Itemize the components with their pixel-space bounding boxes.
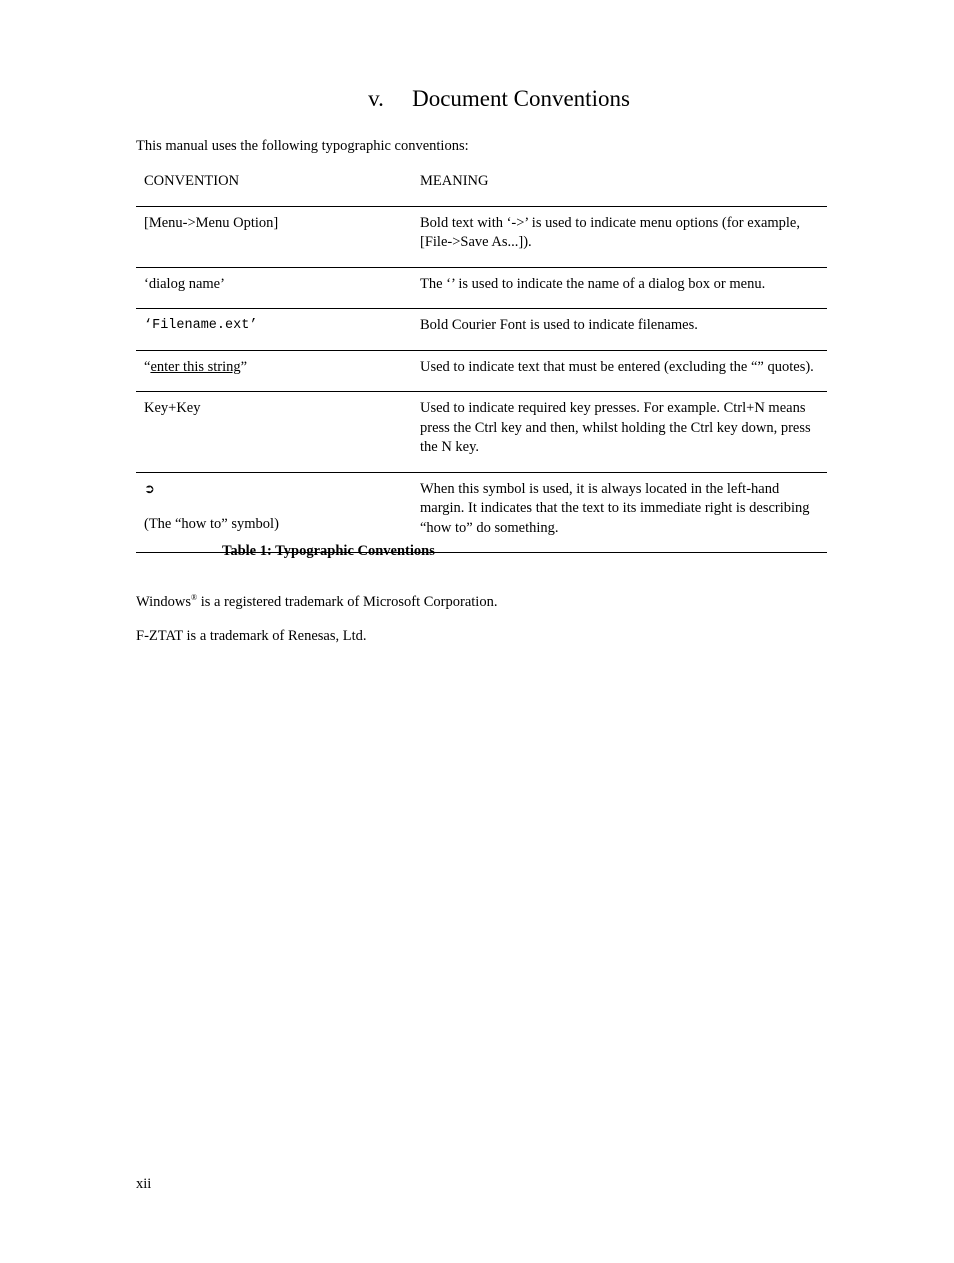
page-title — [0, 84, 954, 114]
section-title: Document Conventions — [412, 86, 630, 111]
column-header-meaning: MEANING — [412, 164, 827, 206]
open-quote: “ — [144, 358, 151, 375]
table-row — [136, 392, 827, 473]
convention-cell — [136, 350, 412, 392]
meaning-cell: Used to indicate text that must be entered (excluding the “” quotes). — [412, 350, 827, 392]
section-number: v. — [368, 86, 384, 111]
registered-mark: ® — [191, 593, 198, 602]
underlined-string: enter this string — [150, 358, 241, 375]
page-number: xii — [136, 1176, 152, 1192]
table-header-row — [136, 164, 827, 206]
windows-trademark-text: is a registered trademark of Microsoft Corporation. — [197, 594, 498, 610]
table-row — [136, 350, 827, 392]
meaning-cell: Used to indicate required key presses. For example. Ctrl+N means press the Ctrl key and then, whilst holding the Ctrl key down, press the N key. — [412, 392, 827, 473]
windows-trademark — [136, 593, 497, 611]
table-row — [136, 206, 827, 267]
convention-cell — [136, 472, 412, 553]
how-to-arrow-icon: ➲ — [144, 481, 155, 497]
table-row — [136, 309, 827, 351]
meaning-cell: Bold Courier Font is used to indicate filenames. — [412, 309, 827, 351]
conventions-table — [136, 164, 827, 553]
convention-cell: Key+Key — [136, 392, 412, 473]
convention-cell: ‘dialog name’ — [136, 267, 412, 309]
table-row — [136, 267, 827, 309]
close-quote: ” — [240, 358, 248, 375]
fztat-trademark: F-ZTAT is a trademark of Renesas, Ltd. — [136, 628, 367, 644]
meaning-cell: Bold text with ‘->’ is used to indicate menu options (for example, [File->Save As...]). — [412, 206, 827, 267]
symbol-caption: (The “how to” symbol) — [144, 515, 279, 532]
table-row — [136, 472, 827, 553]
column-header-convention: CONVENTION — [136, 164, 412, 206]
windows-name: Windows — [136, 594, 191, 610]
table-caption: Table 1: Typographic Conventions — [222, 543, 435, 559]
intro-text: This manual uses the following typographic conventions: — [136, 138, 469, 154]
meaning-cell: When this symbol is used, it is always located in the left-hand margin. It indicates that the text to its immediate right is describing “how to” do something. — [412, 472, 827, 553]
convention-cell: ‘Filename.ext’ — [136, 309, 412, 351]
convention-cell: [Menu->Menu Option] — [136, 206, 412, 267]
meaning-cell: The ‘’ is used to indicate the name of a dialog box or menu. — [412, 267, 827, 309]
